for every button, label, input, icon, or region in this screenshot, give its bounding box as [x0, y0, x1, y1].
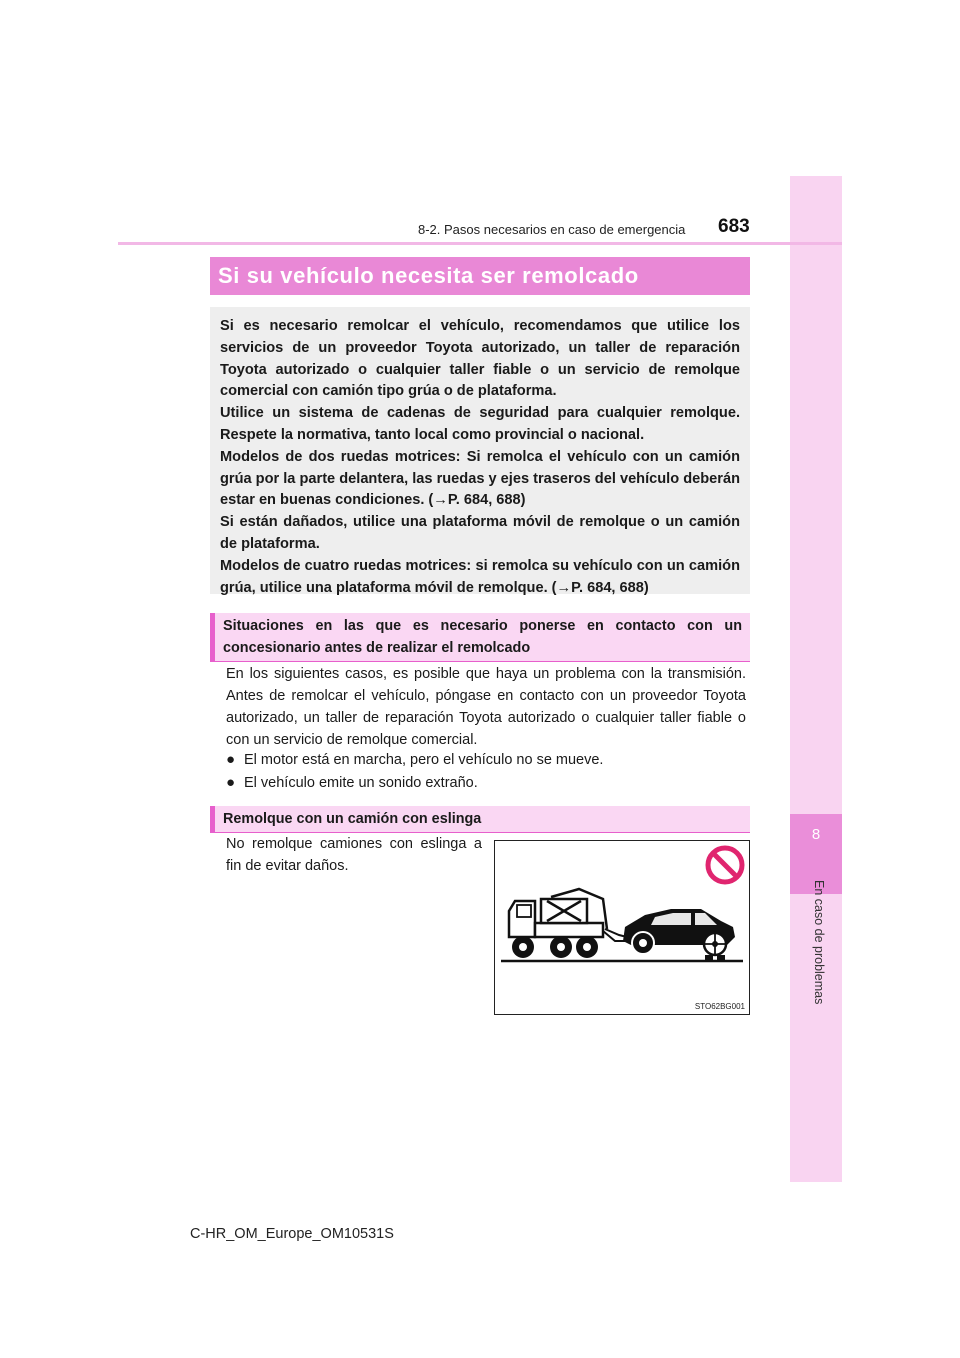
section-heading-dealer: Situaciones en las que es necesario ponerse en contacto con un concesionario antes de realizar el remolcado [210, 613, 750, 662]
page-title: Si su vehículo necesita ser remolcado [210, 257, 750, 295]
header-divider [118, 242, 842, 245]
chapter-number: 8 [811, 826, 821, 843]
list-item [226, 749, 603, 771]
chapter-side-tab [790, 176, 842, 1182]
intro-paragraph: Modelos de cuatro ruedas motrices: si remolca su vehículo con un camión grúa, utilice una plataforma móvil de remolque. (→P. 684, 688) [220, 557, 740, 596]
intro-paragraph: Si es necesario remolcar el vehículo, recomendamos que utilice los servicios de un proveedor Toyota autorizado, un taller de reparación Toyota autorizado o cualquier taller fiable o un servicio de remolque comercial con camión tipo grúa o de plataforma. [220, 318, 740, 400]
bullet-icon: ● [226, 774, 236, 791]
tow-truck-illustration [495, 841, 749, 1014]
footer-document-id: C-HR_OM_Europe_OM10531S [190, 1226, 394, 1242]
intro-paragraph: Si están dañados, utilice una plataforma móvil de remolque o un camión de plataforma. [220, 514, 740, 552]
tow-sling-illustration [494, 840, 750, 1015]
section-body-dealer: En los siguientes casos, es posible que haya un problema con la transmisión. Antes de remolcar el vehículo, póngase en contacto con un proveedor Toyota autorizado, un taller de reparación Toyota autorizado o cualquier taller fiable o con un servicio de remolque comercial. [226, 666, 746, 748]
list-item-text: El vehículo emite un sonido extraño. [244, 775, 478, 791]
list-item [226, 772, 478, 794]
header-section-title: 8-2. Pasos necesarios en caso de emergencia [418, 222, 686, 237]
prohibited-icon [708, 848, 742, 882]
intro-box [210, 307, 750, 594]
section-heading-sling: Remolque con un camión con eslinga [210, 806, 750, 833]
section-body-sling: No remolque camiones con eslinga a fin de evitar daños. [226, 836, 482, 874]
list-item-text: El motor está en marcha, pero el vehículo no se mueve. [244, 752, 604, 768]
page-number: 683 [718, 216, 750, 237]
intro-paragraph: Utilice un sistema de cadenas de seguridad para cualquier remolque. Respete la normativa, tanto local como provincial o nacional. [220, 405, 740, 443]
intro-paragraph: Modelos de dos ruedas motrices: Si remolca el vehículo con un camión grúa por la parte delantera, las ruedas y ejes traseros del vehículo deberán estar en buenas condiciones. (→P. 684, 688) [220, 448, 740, 509]
bullet-icon: ● [226, 751, 236, 768]
chapter-label: En caso de problemas [812, 880, 826, 1005]
figure-code: STO62BG001 [694, 1002, 745, 1011]
